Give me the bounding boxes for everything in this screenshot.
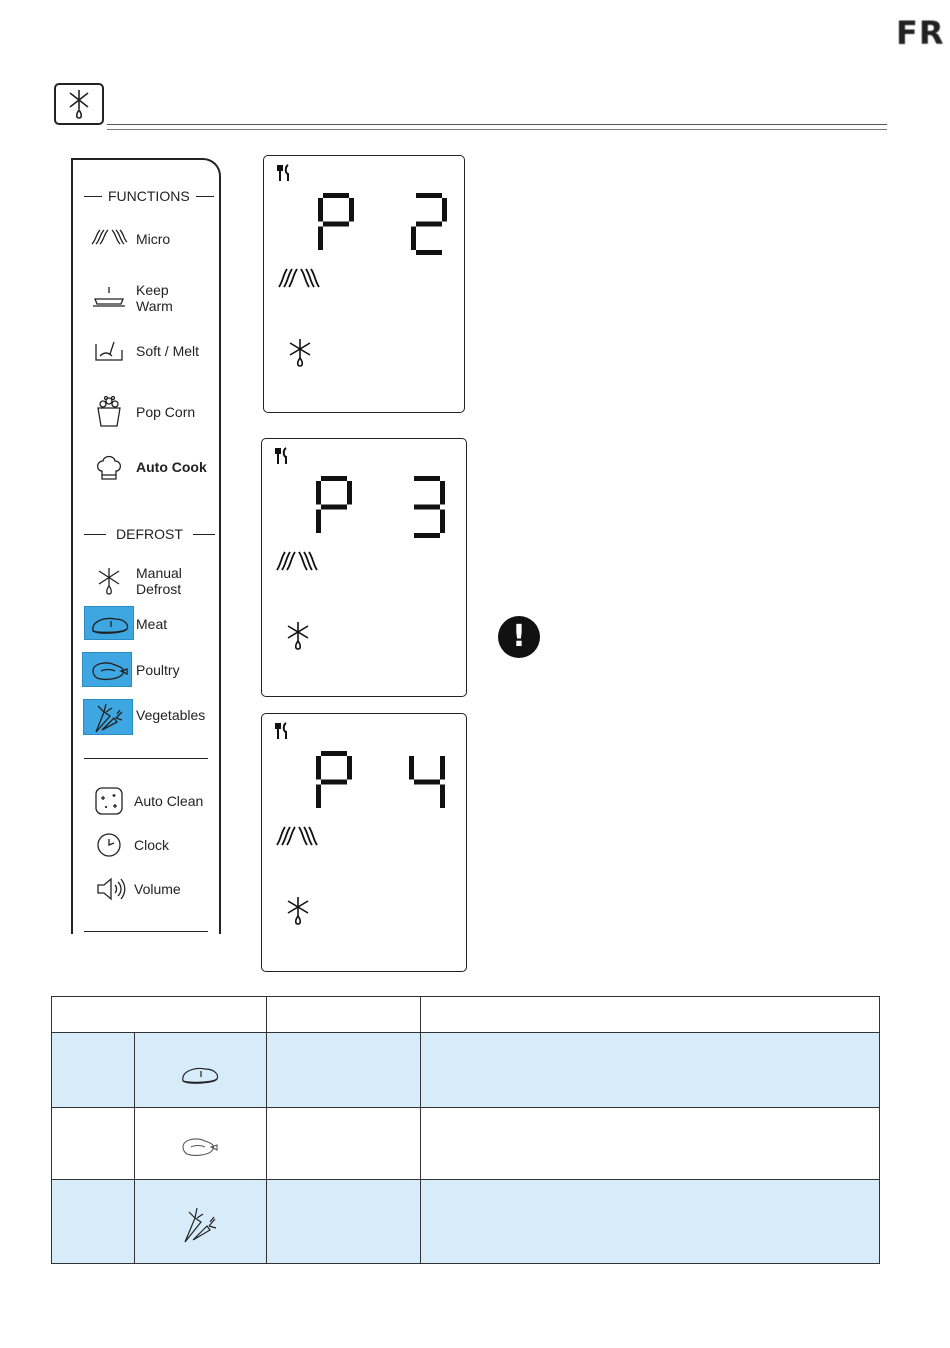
poultry-icon bbox=[82, 652, 132, 687]
defrost-poultry-button[interactable]: Poultry bbox=[136, 662, 180, 678]
table-cell bbox=[421, 1033, 880, 1108]
defrost-vegetables-button[interactable]: Vegetables bbox=[136, 707, 206, 723]
keep-warm-icon bbox=[92, 285, 126, 314]
function-keep-warm-button[interactable]: Keep Warm bbox=[136, 282, 173, 314]
defrost-icon bbox=[290, 339, 310, 366]
function-auto-cook-button[interactable]: Auto Cook bbox=[136, 459, 207, 475]
table-row bbox=[52, 1033, 880, 1108]
table-icon-cell bbox=[135, 1033, 267, 1108]
warning-icon: ! bbox=[498, 616, 540, 658]
meat-icon bbox=[135, 1061, 266, 1092]
cutlery-icon bbox=[278, 165, 288, 181]
table-cell bbox=[52, 1180, 135, 1264]
volume-icon bbox=[95, 875, 127, 908]
popcorn-icon bbox=[94, 396, 124, 433]
table-cell bbox=[267, 1033, 421, 1108]
table-icon-cell bbox=[135, 1180, 267, 1264]
table-cell bbox=[421, 1108, 880, 1180]
microwave-waves-icon bbox=[277, 827, 317, 845]
clock-button[interactable]: Clock bbox=[134, 837, 170, 853]
defrost-title: DEFROST bbox=[84, 526, 215, 542]
function-micro-button[interactable]: Micro bbox=[136, 231, 171, 247]
display-content bbox=[261, 438, 467, 702]
microwave-waves-icon bbox=[277, 552, 317, 570]
table-header-cell bbox=[52, 997, 267, 1033]
clock-icon bbox=[95, 831, 123, 864]
soft-melt-icon bbox=[92, 338, 126, 369]
cutlery-icon bbox=[276, 723, 286, 739]
function-popcorn-button[interactable]: Pop Corn bbox=[136, 404, 196, 420]
program-number bbox=[414, 476, 445, 538]
program-letter bbox=[316, 476, 352, 533]
display-content bbox=[261, 713, 467, 977]
defrost-table bbox=[51, 996, 880, 1264]
vegetables-icon bbox=[135, 1204, 266, 1249]
table-cell bbox=[52, 1108, 135, 1180]
program-number bbox=[409, 756, 445, 808]
table-cell bbox=[267, 1180, 421, 1264]
language-code: FR bbox=[896, 14, 945, 52]
table-cell bbox=[421, 1180, 880, 1264]
defrost-icon bbox=[288, 622, 308, 649]
table-cell bbox=[52, 1033, 135, 1108]
table-header-row bbox=[52, 997, 880, 1033]
display-content bbox=[263, 155, 465, 418]
table-row bbox=[52, 1108, 880, 1180]
chef-hat-icon bbox=[94, 453, 124, 488]
panel-divider bbox=[84, 758, 208, 759]
microwave-waves-icon bbox=[279, 269, 319, 287]
defrost-manual-button[interactable]: Manual Defrost bbox=[136, 565, 182, 597]
program-letter bbox=[316, 751, 352, 808]
manual-defrost-icon bbox=[54, 83, 104, 125]
meat-icon bbox=[84, 606, 134, 640]
header-rule bbox=[107, 124, 887, 130]
auto-clean-icon bbox=[94, 786, 124, 821]
defrost-icon bbox=[288, 897, 308, 924]
poultry-icon bbox=[135, 1133, 266, 1164]
function-soft-melt-button[interactable]: Soft / Melt bbox=[136, 343, 200, 359]
program-number bbox=[411, 193, 447, 255]
table-row bbox=[52, 1180, 880, 1264]
vegetables-icon bbox=[83, 699, 133, 735]
defrost-meat-button[interactable]: Meat bbox=[136, 616, 168, 632]
functions-title: FUNCTIONS bbox=[84, 188, 214, 204]
defrost-icon bbox=[94, 566, 124, 601]
microwave-waves-icon bbox=[90, 226, 128, 253]
table-cell bbox=[267, 1108, 421, 1180]
table-header-cell bbox=[267, 997, 421, 1033]
table-header-cell bbox=[421, 997, 880, 1033]
volume-button[interactable]: Volume bbox=[134, 881, 181, 897]
cutlery-icon bbox=[276, 448, 286, 464]
program-letter bbox=[318, 193, 354, 250]
auto-clean-button[interactable]: Auto Clean bbox=[134, 793, 204, 809]
panel-bottom-divider bbox=[84, 931, 208, 932]
table-icon-cell bbox=[135, 1108, 267, 1180]
